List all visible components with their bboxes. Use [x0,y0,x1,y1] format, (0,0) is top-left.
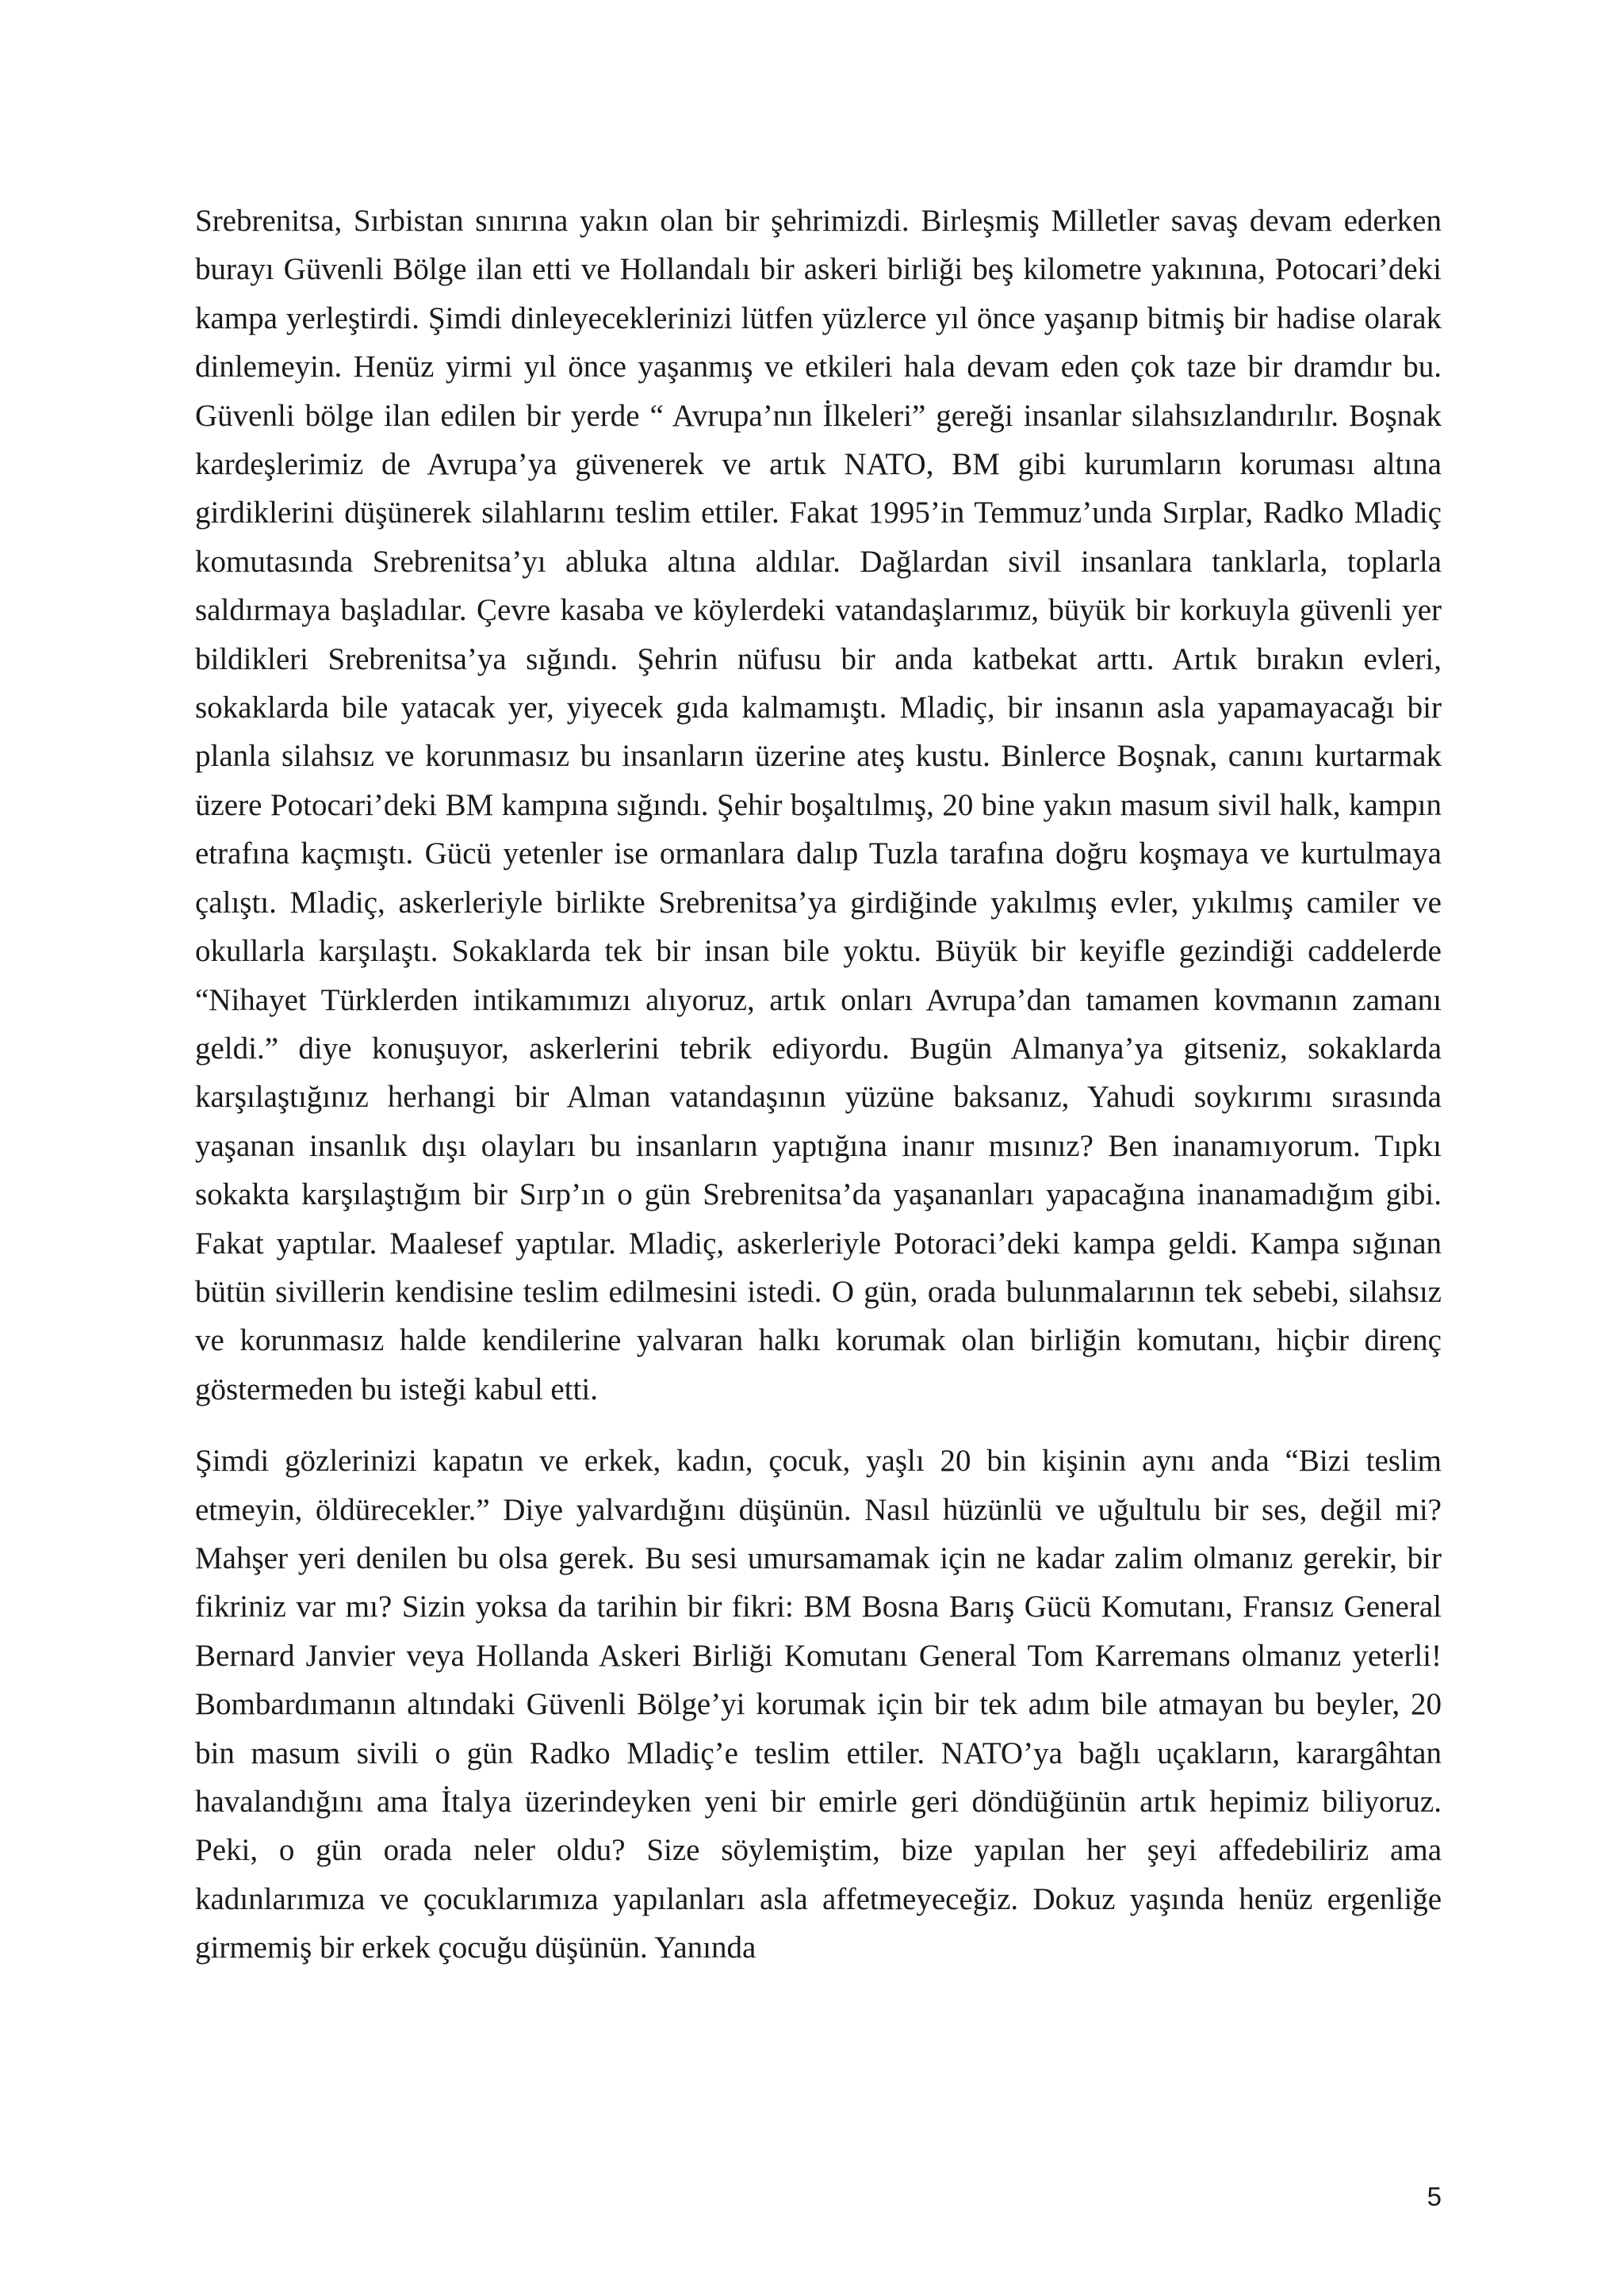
page-number: 5 [1427,2182,1442,2211]
paragraph-2: Şimdi gözlerinizi kapatın ve erkek, kadın, çocuk, yaşlı 20 bin kişinin aynı anda “Bizi teslim etmeyin, öldürecekler.” Diye yalvardığını düşünün. Nasıl hüzünlü ve uğultulu bir ses, değil mi? Mahşer yeri denilen bu olsa gerek. Bu sesi umursamamak için ne kadar zalim olmanız gerekir, bir fikriniz var mı? Sizin yoksa da tarihin bir fikri: BM Bosna Barış Gücü Komutanı, Fransız General Bernard Janvier veya Hollanda Askeri Birliği Komutanı General Tom Karremans olmanız yeterli! Bombardımanın altındaki Güvenli Bölge’yi korumak için bir tek adım bile atmayan bu beyler, 20 bin masum sivili o gün Radko Mladiç’e teslim ettiler. NATO’ya bağlı uçakların, karargâhtan havalandığını ama İtalya üzerindeyken yeni bir emirle geri döndüğünün artık hepimiz biliyoruz. Peki, o gün orada neler oldu? Size söylemiştim, bize yapılan her şeyi affedebiliriz ama kadınlarımıza ve çocuklarımıza yapılanları asla affetmeyeceğiz. Dokuz yaşında henüz ergenliğe girmemiş bir erkek çocuğu düşünün. Yanında [195,1444,1442,1965]
paragraph-1: Srebrenitsa, Sırbistan sınırına yakın olan bir şehrimizdi. Birleşmiş Milletler savaş devam ederken burayı Güvenli Bölge ilan etti ve Hollandalı bir askeri birliği beş kilometre yakınına, Potocari’deki kampa yerleştirdi. Şimdi dinleyeceklerinizi lütfen yüzlerce yıl önce yaşanıp bitmiş bir hadise olarak dinlemeyin. Henüz yirmi yıl önce yaşanmış ve etkileri hala devam eden çok taze bir dramdır bu. Güvenli bölge ilan edilen bir yerde “ Avrupa’nın İlkeleri” gereği insanlar silahsızlandırılır. Boşnak kardeşlerimiz de Avrupa’ya güvenerek ve artık NATO, BM gibi kurumların koruması altına girdiklerini düşünerek silahlarını teslim ettiler. Fakat 1995’in Temmuz’unda Sırplar, Radko Mladiç komutasında Srebrenitsa’yı abluka altına aldılar. Dağlardan sivil insanlara tanklarla, toplarla saldırmaya başladılar. Çevre kasaba ve köylerdeki vatandaşlarımız, büyük bir korkuyla güvenli yer bildikleri Srebrenitsa’ya sığındı. Şehrin nüfusu bir anda katbekat arttı. Artık bırakın evleri, sokaklarda bile yatacak yer, yiyecek gıda kalmamıştı. Mladiç, bir insanın asla yapamayacağı bir planla silahsız ve korunmasız bu insanların üzerine ateş kustu. Binlerce Boşnak, canını kurtarmak üzere Potocari’deki BM kampına sığındı. Şehir boşaltılmış, 20 bine yakın masum sivil halk, kampın etrafına kaçmıştı. Gücü yetenler ise ormanlara dalıp Tuzla tarafına doğru koşmaya ve kurtulmaya çalıştı. Mladiç, askerleriyle birlikte Srebrenitsa’ya girdiğinde yakılmış evler, yıkılmış camiler ve okullarla karşılaştı. Sokaklarda tek bir insan bile yoktu. Büyük bir keyifle gezindiği caddelerde “Nihayet Türklerden intikamımızı alıyoruz, artık onları Avrupa’dan tamamen kovmanın zamanı geldi.” diye konuşuyor, askerlerini tebrik ediyordu. Bugün Almanya’ya gitseniz, sokaklarda karşılaştığınız herhangi bir Alman vatandaşının yüzüne baksanız, Yahudi soykırımı sırasında yaşanan insanlık dışı olayları bu insanların yaptığına inanır mısınız? Ben inanamıyorum. Tıpkı sokakta karşılaştığım bir Sırp’ın o gün Srebrenitsa’da yaşananları yapacağına inanamadığım gibi. Fakat yaptılar. Maalesef yaptılar. Mladiç, askerleriyle Potoraci’deki kampa geldi. Kampa sığınan bütün sivillerin kendisine teslim edilmesini istedi. O gün, orada bulunmalarının tek sebebi, silahsız ve korunmasız halde kendilerine yalvaran halkı korumak olan birliğin komutanı, hiçbir direnç göstermeden bu isteği kabul etti. [195,204,1442,1406]
document-body [195,197,1442,1973]
